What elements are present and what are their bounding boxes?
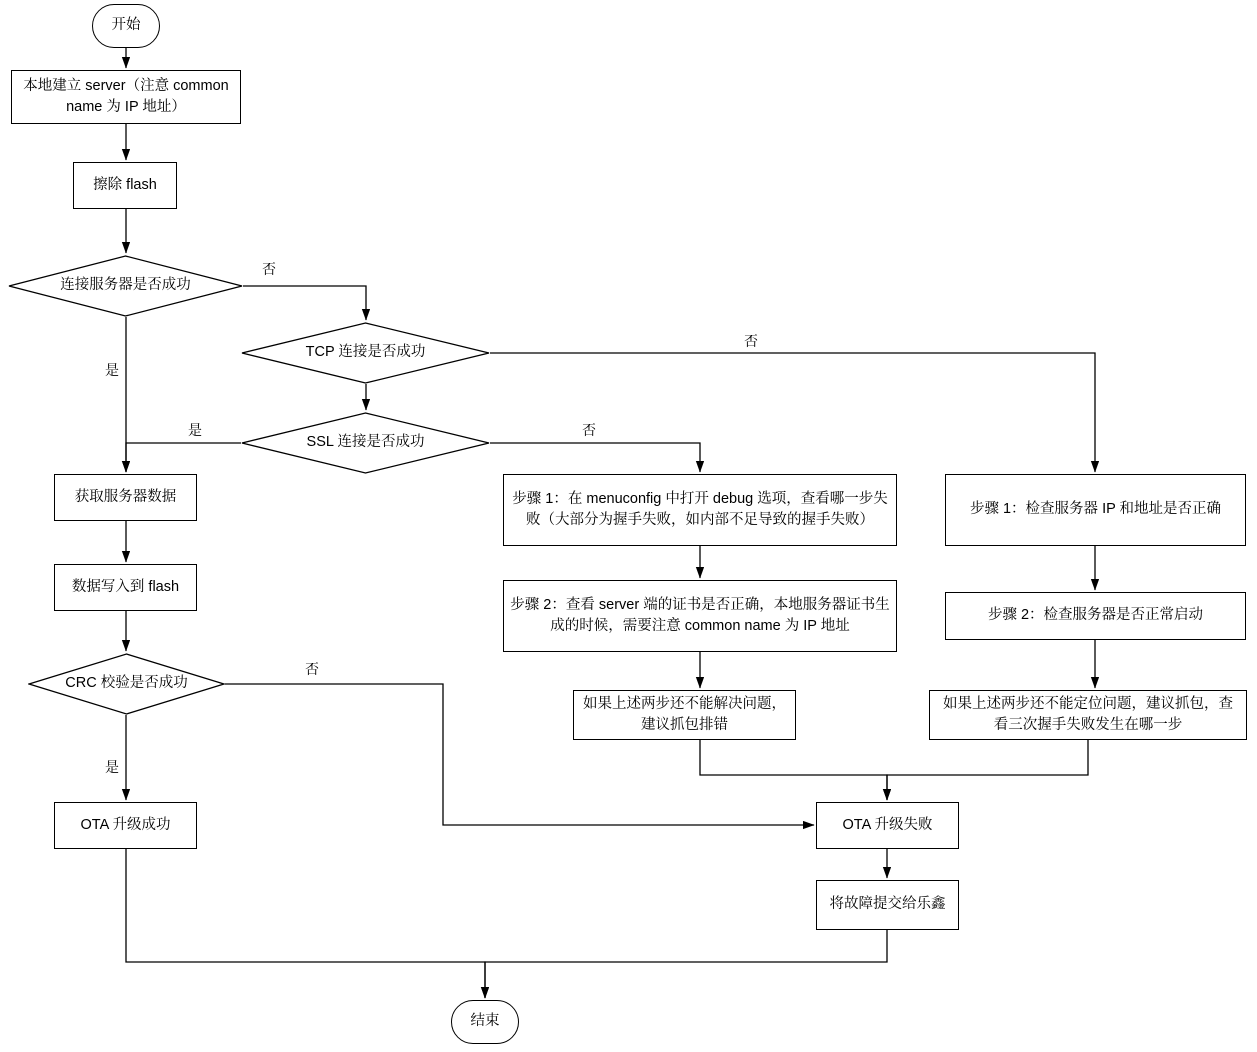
node-start[interactable] [92,4,160,48]
node-start-label: 开始 [111,17,141,34]
node-write-flash[interactable] [54,564,197,611]
node-get-server-data[interactable] [54,474,197,521]
node-tcp-step-3[interactable] [929,690,1247,740]
node-decision-tcp-connect[interactable] [241,322,490,384]
node-end-label: 结束 [470,1013,500,1030]
node-ssl-step-1[interactable] [503,474,897,546]
node-end[interactable] [451,1000,519,1044]
node-ota-failure[interactable] [816,802,959,849]
node-decision-tcp-connect-label: TCP 连接是否成功 [305,344,426,361]
node-build-local-server-label: 本地建立 server（注意 common name 为 IP 地址） [23,77,233,115]
edge-label-connect-yes: 是 [105,362,119,378]
node-ota-failure-label: OTA 升级失败 [842,816,933,833]
node-tcp-step-3-label: 如果上述两步还不能定位问题，建议抓包，查看三次握手失败发生在哪一步 [943,695,1233,733]
node-decision-ssl-connect[interactable] [241,412,490,474]
node-ota-success[interactable] [54,802,197,849]
node-decision-connect-server-label: 连接服务器是否成功 [60,277,191,294]
node-submit-issue[interactable] [816,880,959,930]
edge-label-tcp-no: 否 [744,333,758,349]
node-decision-connect-server[interactable] [8,255,243,317]
node-ssl-step-1-label: 步骤 1：在 menuconfig 中打开 debug 选项，查看哪一步失败（大部分为握手失败，如内部不足导致的握手失败） [512,490,888,528]
node-tcp-step-1-label: 步骤 1：检查服务器 IP 和地址是否正确 [969,501,1222,518]
edge-label-ssl-no: 否 [582,422,596,438]
node-erase-flash[interactable] [73,162,177,209]
node-decision-crc-check-label: CRC 校验是否成功 [65,675,188,692]
node-write-flash-label: 数据写入到 flash [71,578,180,595]
edge-label-crc-yes: 是 [105,759,119,775]
node-submit-issue-label: 将故障提交给乐鑫 [829,896,946,913]
node-ssl-step-3[interactable] [573,690,796,740]
node-erase-flash-label: 擦除 flash [93,176,157,193]
edge-label-crc-no: 否 [305,661,319,677]
node-ssl-step-2-label: 步骤 2：查看 server 端的证书是否正确，本地服务器证书生成的时候，需要注意 common name 为 IP 地址 [510,596,890,634]
node-ssl-step-3-label: 如果上述两步还不能解决问题，建议抓包排错 [583,695,786,733]
node-ssl-step-2[interactable] [503,580,897,652]
node-tcp-step-1[interactable] [945,474,1246,546]
node-decision-crc-check[interactable] [28,653,225,715]
node-tcp-step-2-label: 步骤 2：检查服务器是否正常启动 [987,607,1204,624]
edge-label-connect-no: 否 [262,261,276,277]
node-get-server-data-label: 获取服务器数据 [74,488,177,505]
node-ota-success-label: OTA 升级成功 [80,816,171,833]
edge-label-ssl-yes: 是 [188,422,202,438]
node-build-local-server[interactable] [11,70,241,124]
node-decision-ssl-connect-label: SSL 连接是否成功 [306,434,425,451]
node-tcp-step-2[interactable] [945,592,1246,640]
